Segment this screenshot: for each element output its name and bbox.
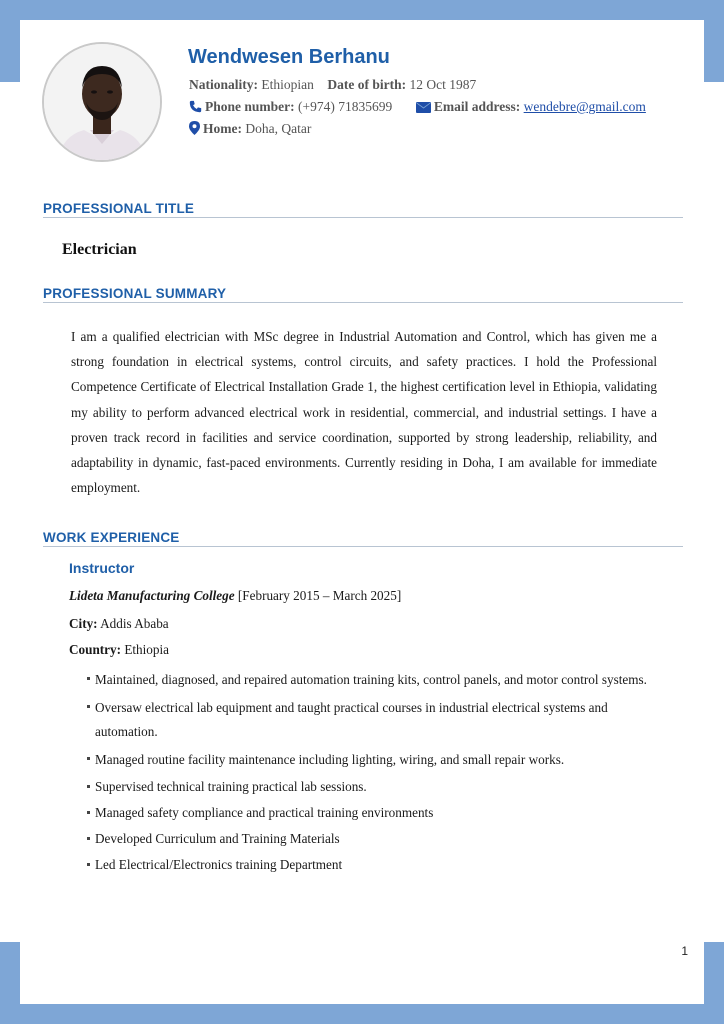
list-item: Supervised technical training practical lab sessions. — [87, 776, 667, 798]
job-role: Instructor — [69, 560, 135, 576]
contact-info-line — [189, 99, 646, 117]
duties-list — [87, 668, 667, 876]
frame-bottom-bar — [0, 1004, 724, 1024]
frame-top-bar — [0, 0, 724, 20]
dob-value: 12 Oct 1987 — [409, 77, 477, 92]
nationality-value: Ethiopian — [261, 77, 314, 92]
country-value: Ethiopia — [124, 642, 170, 657]
email-label: Email address: — [433, 99, 521, 114]
email-icon — [416, 101, 431, 117]
city-value: Addis Ababa — [100, 616, 169, 631]
avatar — [42, 42, 162, 162]
country-line — [69, 642, 169, 658]
phone-label: Phone number: — [205, 99, 295, 114]
section-heading-work-experience: WORK EXPERIENCE — [43, 530, 683, 547]
home-info-line — [189, 121, 311, 139]
list-item: Developed Curriculum and Training Materials — [87, 828, 667, 850]
professional-title-value: Electrician — [62, 241, 137, 258]
profile-photo — [44, 44, 160, 160]
frame-left-top-bar — [0, 0, 20, 82]
candidate-name: Wendwesen Berhanu — [188, 46, 390, 68]
country-label: Country: — [69, 642, 122, 657]
city-label: City: — [69, 616, 98, 631]
employer-line — [69, 588, 401, 604]
personal-info-line — [189, 77, 476, 93]
list-item: Led Electrical/Electronics training Department — [87, 854, 667, 876]
list-item: Oversaw electrical lab equipment and taught practical courses in industrial electrical systems and automation. — [87, 696, 667, 744]
employer-name: Lideta Manufacturing College — [69, 588, 235, 603]
dob-label: Date of birth: — [327, 77, 407, 92]
home-value: Doha, Qatar — [245, 121, 312, 136]
phone-icon — [189, 100, 202, 117]
list-item: Maintained, diagnosed, and repaired automation training kits, control panels, and motor control systems. — [87, 668, 667, 692]
email-link[interactable]: wendebre@gmail.com — [523, 99, 646, 114]
city-line — [69, 616, 169, 632]
employment-dates: [February 2015 – March 2025] — [237, 588, 402, 603]
list-item: Managed routine facility maintenance including lighting, wiring, and small repair works. — [87, 748, 667, 772]
frame-right-top-bar — [704, 0, 724, 82]
home-label: Home: — [203, 121, 242, 136]
summary-paragraph: I am a qualified electrician with MSc degree in Industrial Automation and Control, which has given me a strong foundation in electrical systems, control circuits, and safety practices. I hold the Professional Competence Certificate of Electrical Installation Grade 1, the highest certification level in Ethiopia, validating my ability to perform advanced electrical work in residential, commercial, and industrial settings. I have a proven track record in facilities and service coordination, supported by strong leadership, reliability, and adaptability in dynamic, fast-paced environments. Currently residing in Doha, I am available for immediate employment. — [71, 329, 657, 496]
list-item: Managed safety compliance and practical training environments — [87, 802, 667, 824]
section-heading-professional-title: PROFESSIONAL TITLE — [43, 201, 683, 218]
frame-right-bottom-bar — [704, 942, 724, 1024]
page-number: 1 — [681, 944, 688, 958]
section-heading-professional-summary: PROFESSIONAL SUMMARY — [43, 286, 683, 303]
frame-left-bottom-bar — [0, 942, 20, 1024]
phone-value: (+974) 71835699 — [298, 99, 393, 114]
location-pin-icon — [189, 121, 200, 139]
nationality-label: Nationality: — [189, 77, 258, 92]
